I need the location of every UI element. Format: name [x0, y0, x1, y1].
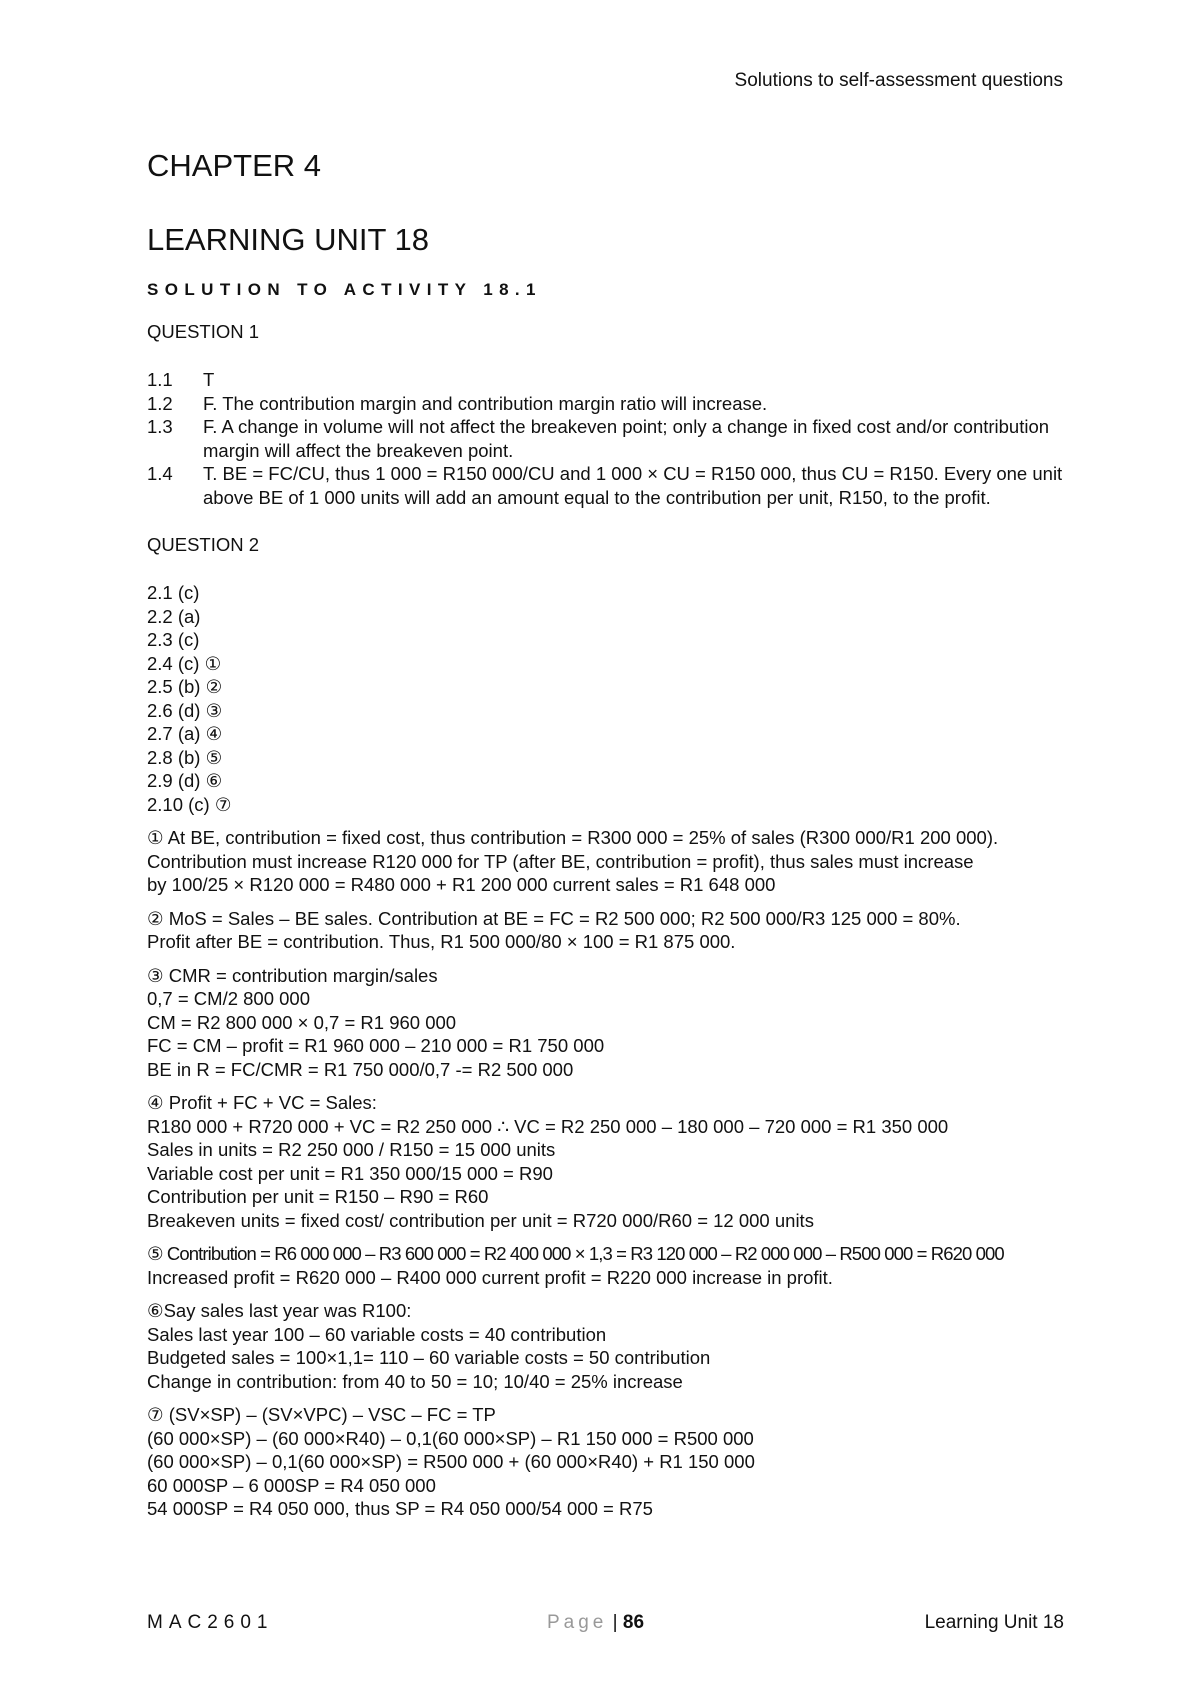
note-line: R180 000 + R720 000 + VC = R2 250 000 ∴ VC = R2 250 000 – 180 000 – 720 000 = R1 350 000: [147, 1115, 949, 1137]
note-line: 60 000SP – 6 000SP = R4 050 000: [147, 1474, 436, 1496]
item-number: 1.2: [147, 392, 173, 414]
note-7: [147, 1403, 1064, 1521]
note-line: (60 000×SP) – 0,1(60 000×SP) = R500 000 + (60 000×R40) + R1 150 000: [147, 1451, 755, 1472]
note-line: (60 000×SP) – (60 000×R40) – 0,1(60 000×SP) – R1 150 000 = R500 000: [147, 1427, 754, 1449]
note-line: 0,7 = CM/2 800 000: [147, 988, 311, 1009]
running-header: Solutions to self-assessment questions: [734, 70, 1063, 91]
answer-line: 2.6 (d) ③: [147, 699, 223, 721]
note-line: ⑥Say sales last year was R100:: [147, 1300, 412, 1321]
list-item: [147, 368, 1064, 392]
note-line: Sales in units = R2 250 000 / R150 = 15 000 units: [147, 1139, 556, 1160]
item-number: 1.4: [147, 463, 173, 484]
question-2-title: QUESTION 2: [147, 534, 260, 555]
note-line: ① At BE, contribution = fixed cost, thus contribution = R300 000 = 25% of sales (R300 000/R1 200 000).: [147, 827, 999, 848]
answer-line: 2.8 (b) ⑤: [147, 746, 223, 768]
answer-line: 2.5 (b) ②: [147, 676, 223, 697]
note-line: Contribution per unit = R150 – R90 = R60: [147, 1186, 489, 1207]
note-6: [147, 1299, 1064, 1393]
answer-line: 2.7 (a) ④: [147, 723, 223, 744]
footer-unit: Learning Unit 18: [924, 1612, 1064, 1633]
answer-line: 2.2 (a): [147, 605, 201, 627]
note-line: ③ CMR = contribution margin/sales: [147, 964, 438, 986]
chapter-title: CHAPTER 4: [147, 148, 321, 183]
note-line: Breakeven units = fixed cost/ contribution per unit = R720 000/R60 = 12 000 units: [147, 1209, 814, 1231]
answer-line: 2.9 (d) ⑥: [147, 770, 223, 791]
item-text: T: [203, 369, 215, 390]
answer-line: 2.4 (c) ①: [147, 652, 222, 674]
answer-line: 2.3 (c): [147, 629, 200, 650]
page-indicator: [547, 1612, 644, 1634]
page-label: Page: [547, 1612, 608, 1633]
list-item: [147, 415, 1064, 462]
item-number: 1.3: [147, 416, 173, 437]
question-2-answers: [147, 581, 1064, 816]
note-line: FC = CM – profit = R1 960 000 – 210 000 = R1 750 000: [147, 1035, 605, 1056]
note-2: [147, 907, 1064, 954]
note-line: Profit after BE = contribution. Thus, R1 500 000/80 × 100 = R1 875 000.: [147, 931, 736, 952]
note-line: BE in R = FC/CMR = R1 750 000/0,7 -= R2 500 000: [147, 1058, 574, 1080]
item-text: F. The contribution margin and contribution margin ratio will increase.: [203, 392, 768, 414]
page-number: 86: [622, 1612, 645, 1633]
list-item: [147, 392, 1064, 416]
note-4: [147, 1091, 1064, 1232]
note-5: [147, 1242, 1064, 1289]
note-line: Budgeted sales = 100×1,1= 110 – 60 variable costs = 50 contribution: [147, 1347, 711, 1368]
activity-heading: SOLUTION TO ACTIVITY 18.1: [147, 280, 542, 299]
note-line: ⑦ (SV×SP) – (SV×VPC) – VSC – FC = TP: [147, 1404, 496, 1425]
question-1-list: [147, 368, 1064, 509]
note-line: ⑤ Contribution = R6 000 000 – R3 600 000 = R2 400 000 × 1,3 = R3 120 000 – R2 000 000 – R500 000 = R620 000: [147, 1243, 1004, 1264]
note-line: Variable cost per unit = R1 350 000/15 000 = R90: [147, 1162, 553, 1184]
note-line: Increased profit = R620 000 – R400 000 current profit = R220 000 increase in profit.: [147, 1266, 833, 1288]
item-number: 1.1: [147, 369, 173, 390]
answer-line: 2.1 (c): [147, 582, 200, 603]
note-3: [147, 964, 1064, 1082]
note-line: Change in contribution: from 40 to 50 = 10; 10/40 = 25% increase: [147, 1370, 683, 1392]
note-line: Contribution must increase R120 000 for TP (after BE, contribution = profit), thus sales must increase: [147, 850, 974, 872]
learning-unit-title: LEARNING UNIT 18: [147, 222, 429, 257]
note-line: by 100/25 × R120 000 = R480 000 + R1 200 000 current sales = R1 648 000: [147, 874, 776, 895]
note-line: ② MoS = Sales – BE sales. Contribution at BE = FC = R2 500 000; R2 500 000/R3 125 000 = 80%.: [147, 907, 961, 929]
page-separator: |: [612, 1612, 618, 1633]
list-item: [147, 462, 1064, 509]
item-text: F. A change in volume will not affect the breakeven point; only a change in fixed cost and/or contribution margin will affect the breakeven point.: [203, 416, 1050, 461]
note-1: [147, 826, 1064, 897]
note-line: ④ Profit + FC + VC = Sales:: [147, 1092, 377, 1113]
note-line: Sales last year 100 – 60 variable costs = 40 contribution: [147, 1323, 607, 1345]
page-content: [147, 146, 1064, 1531]
note-line: CM = R2 800 000 × 0,7 = R1 960 000: [147, 1011, 457, 1033]
page-footer: [147, 1612, 1064, 1638]
item-text: T. BE = FC/CU, thus 1 000 = R150 000/CU and 1 000 × CU = R150 000, thus CU = R150. Every one unit above BE of 1 000 units will add an amount equal to the contribution per unit, R150, to the profit.: [203, 463, 1063, 508]
course-code: MAC2601: [147, 1612, 274, 1633]
question-1-title: QUESTION 1: [147, 321, 260, 342]
answer-line: 2.10 (c) ⑦: [147, 793, 232, 815]
note-line: 54 000SP = R4 050 000, thus SP = R4 050 000/54 000 = R75: [147, 1498, 653, 1519]
